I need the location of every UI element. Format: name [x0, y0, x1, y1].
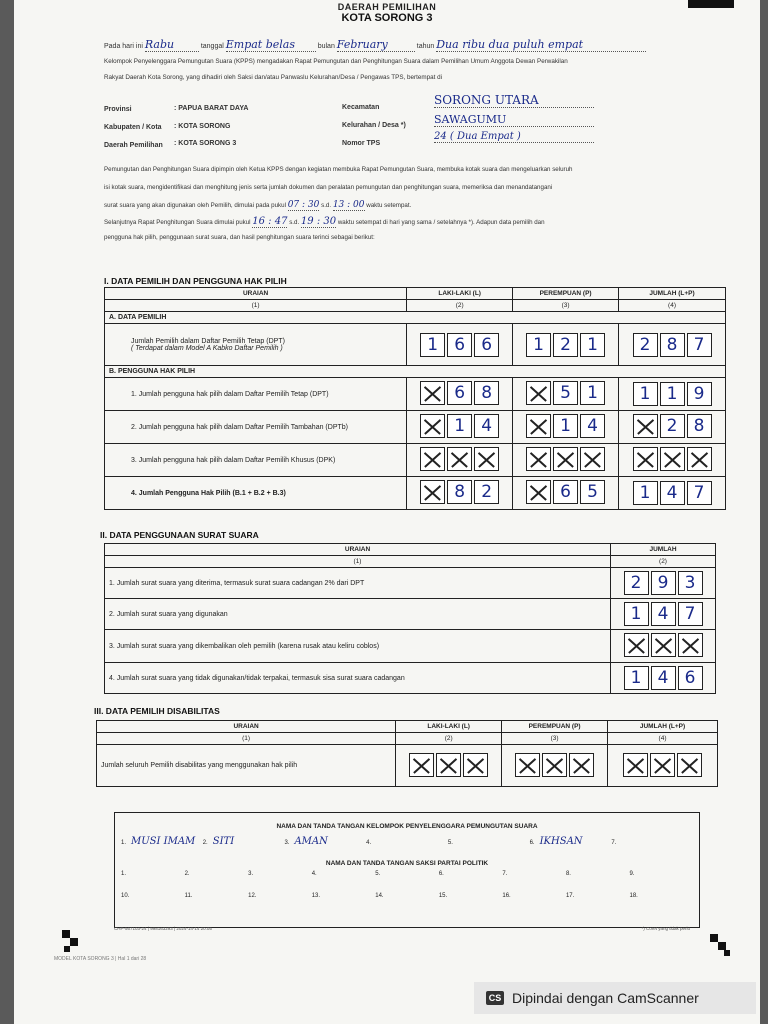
table-row	[105, 477, 726, 510]
paragraph-line-3	[104, 200, 411, 211]
s3-num-3: (3)	[502, 733, 608, 745]
s2-r2-label: 2. Jumlah surat suara yang digunakan	[105, 599, 611, 630]
signature-cell	[566, 867, 630, 889]
signature-cell	[121, 867, 185, 889]
b2-l	[407, 411, 513, 444]
scanned-form-page	[14, 0, 760, 1024]
signature-number: 11.	[184, 893, 193, 899]
start-time: 07 : 30	[287, 200, 320, 210]
signature-cell	[284, 836, 366, 858]
b3-label: 3. Jumlah pengguna hak pilih dalam Daftar Pemilih Khusus (DPK)	[105, 444, 407, 477]
s3-l	[396, 745, 502, 787]
digit-box: 2	[553, 333, 578, 357]
s2-r4-label: 4. Jumlah surat suara yang tidak digunakan/tidak terpakai, termasuk sisa surat suara cadangan	[105, 663, 611, 694]
b4-l	[407, 477, 513, 510]
crossed-digit-box	[526, 381, 551, 405]
kpps-signature-title: NAMA DAN TANDA TANGAN KELOMPOK PENYELENGGARA PEMUNGUTAN SUARA	[276, 823, 538, 830]
b2-p	[513, 411, 619, 444]
digit-box: 4	[474, 414, 499, 438]
s3-num-1: (1)	[97, 733, 396, 745]
table-row	[105, 411, 726, 444]
digit-box: 6	[447, 333, 472, 357]
signature-number: 6.	[529, 840, 535, 846]
s2-num-2: (2)	[611, 556, 716, 568]
s2-r2-j	[611, 599, 716, 630]
dapil-label: Daerah Pemilihan	[104, 142, 163, 149]
paragraph-4b: waktu setempat di hari yang sama / setelahnya *). Adapun data pemilih dan	[337, 219, 545, 226]
signature-cell	[375, 889, 439, 911]
signature-number: 16.	[502, 893, 511, 899]
crossed-digit-box	[526, 414, 551, 438]
digit-box: 8	[687, 414, 712, 438]
s2-r3-j	[611, 630, 716, 663]
crossed-digit-box	[463, 753, 488, 777]
alignment-marker	[710, 934, 718, 942]
signature-number: 5.	[447, 840, 453, 846]
digit-box: 1	[553, 414, 578, 438]
signature-number: 4.	[311, 871, 317, 877]
b3-l	[407, 444, 513, 477]
signature-number: 18.	[629, 893, 638, 899]
dpt-label-1: Jumlah Pemilih dalam Daftar Pemilih Tetap (DPT)	[131, 337, 285, 345]
crossed-digit-box	[436, 753, 461, 777]
signature-number: 1.	[121, 871, 127, 877]
crossed-digit-box	[542, 753, 567, 777]
signature-number: 10.	[121, 893, 130, 899]
s1-num-3: (3)	[513, 300, 619, 312]
digit-box: 7	[687, 333, 712, 357]
digit-box: 1	[580, 381, 605, 405]
tps-label: Nomor TPS	[342, 140, 381, 147]
paragraph-line-2: isi kotak suara, mengidentifikasi dan menghitung jenis serta jumlah dokumen dan peralatan pemungutan dan penghitungan suara, memeriksa dan menandatangani	[104, 184, 553, 191]
s3-r1-label: Jumlah seluruh Pemilih disabilitas yang menggunakan hak pilih	[97, 745, 396, 787]
digit-box: 4	[580, 414, 605, 438]
digit-box: 4	[660, 481, 685, 505]
digit-box: 1	[420, 333, 445, 357]
table-row	[105, 444, 726, 477]
table-row	[105, 663, 716, 694]
alignment-marker	[724, 950, 730, 956]
s2-r1-j	[611, 568, 716, 599]
section-2-title: II. DATA PENGGUNAAN SURAT SUARA	[100, 530, 259, 540]
signature-number: 4.	[366, 840, 372, 846]
crossed-digit-box	[420, 447, 445, 471]
crossed-digit-box	[580, 447, 605, 471]
crossed-digit-box	[633, 414, 658, 438]
signature-number: 2.	[184, 871, 190, 877]
b3-j	[619, 444, 726, 477]
s1-header-uraian: URAIAN	[105, 288, 407, 300]
saksi-signature-row-2	[115, 889, 699, 911]
digit-box: 2	[624, 571, 649, 595]
digit-box: 6	[553, 480, 578, 504]
signature-cell	[203, 836, 285, 858]
section-3-table	[96, 720, 718, 787]
signature-cell	[611, 836, 693, 858]
signature-number: 13.	[311, 893, 321, 899]
kelurahan-label: Kelurahan / Desa *)	[342, 122, 406, 129]
s2-r3-label: 3. Jumlah surat suara yang dikembalikan oleh pemilih (karena rusak atau keliru coblos)	[105, 630, 611, 663]
s2-r4-j	[611, 663, 716, 694]
digit-box: 5	[553, 381, 578, 405]
saksi-signature-title: NAMA DAN TANDA TANGAN SAKSI PARTAI POLITIK	[325, 860, 489, 867]
paragraph-4a: Selanjutnya Rapat Penghitungan Suara dimulai pukul	[104, 219, 251, 226]
footer-page-info: MODEL KOTA SORONG 3 | Hal 1 dari 28	[54, 956, 147, 962]
crossed-digit-box	[687, 447, 712, 471]
tps-value: 24 ( Dua Empat )	[434, 131, 594, 143]
intro-text-1: Kelompok Penyelenggara Pemungutan Suara (KPPS) mengadakan Rapat Pemungutan dan Penghitungan Suara dalam Pemilihan Umum Anggota Dewan Perwakilan	[104, 58, 568, 65]
signature-number: 8.	[565, 871, 571, 877]
signature-cell	[530, 836, 612, 858]
crossed-digit-box	[526, 480, 551, 504]
footer-code: CHP-567103-24 | 998163293 | 2024-14-14 20:05	[114, 926, 212, 931]
table-row	[105, 599, 716, 630]
crossed-digit-box	[678, 633, 703, 657]
section-3-title: III. DATA PEMILIH DISABILITAS	[94, 706, 220, 716]
table-row	[105, 324, 726, 366]
s1-header-p: PEREMPUAN (P)	[513, 288, 619, 300]
digit-box: 7	[678, 602, 703, 626]
s1-category-b: B. PENGGUNA HAK PILIH	[105, 366, 726, 378]
paragraph-3b: waktu setempat.	[366, 202, 412, 209]
count-start-time: 16 : 47	[252, 216, 288, 227]
s3-j	[608, 745, 718, 787]
alignment-marker	[64, 946, 70, 952]
s3-num-2: (2)	[396, 733, 502, 745]
dpt-p	[513, 324, 619, 366]
header-district: KOTA SORONG 3	[341, 12, 433, 24]
digit-box: 1	[526, 333, 551, 357]
table-row	[105, 568, 716, 599]
crossed-digit-box	[569, 753, 594, 777]
signature-cell	[312, 867, 376, 889]
signature-number: 9.	[629, 871, 635, 877]
camscanner-text: Dipindai dengan CamScanner	[512, 990, 699, 1006]
table-row	[97, 745, 718, 787]
s2-num-1: (1)	[105, 556, 611, 568]
digit-box: 1	[660, 382, 685, 406]
table-row	[105, 630, 716, 663]
signature-cell	[439, 867, 503, 889]
camscanner-logo-icon: CS	[486, 991, 504, 1005]
b1-label: 1. Jumlah pengguna hak pilih dalam Daftar Pemilih Tetap (DPT)	[105, 378, 407, 411]
bulan-label: bulan	[317, 43, 335, 50]
digit-box: 1	[633, 382, 658, 406]
digit-box: 2	[660, 414, 685, 438]
bulan-value: February	[337, 38, 415, 52]
crossed-digit-box	[660, 447, 685, 471]
section-2-table	[104, 543, 716, 694]
signature-cell	[375, 867, 439, 889]
crossed-digit-box	[420, 480, 445, 504]
count-end-time: 19 : 30	[300, 216, 337, 227]
provinsi-value: : PAPUA BARAT DAYA	[174, 105, 249, 112]
signature-cell	[185, 889, 249, 911]
signature-cell	[502, 867, 566, 889]
signature-number: 6.	[438, 871, 444, 877]
b4-j	[619, 477, 726, 510]
s1-num-2: (2)	[407, 300, 513, 312]
s3-header-p: PEREMPUAN (P)	[502, 721, 608, 733]
section-1-table	[104, 287, 726, 510]
crossed-digit-box	[677, 753, 702, 777]
signature-number: 7.	[611, 840, 617, 846]
signature-number: 2.	[202, 840, 208, 846]
section-1-title: I. DATA PEMILIH DAN PENGGUNA HAK PILIH	[104, 276, 287, 286]
s3-header-l: LAKI-LAKI (L)	[396, 721, 502, 733]
intro-text-2: Rakyat Daerah Kota Sorong, yang dihadiri oleh Saksi dan/atau Panwaslu Kelurahan/Desa / Pengawas TPS, bertempat di	[104, 74, 443, 81]
b4-p	[513, 477, 619, 510]
signature-cell	[366, 836, 448, 858]
hari-value: Rabu	[145, 38, 199, 52]
dpt-l	[407, 324, 513, 366]
signature-number: 14.	[375, 893, 384, 899]
saksi-signature-row-1	[115, 867, 699, 889]
digit-box: 5	[580, 480, 605, 504]
signature-cell	[121, 889, 185, 911]
signature-cell	[185, 867, 249, 889]
signature-number: 15.	[438, 893, 448, 899]
s2-r1-label: 1. Jumlah surat suara yang diterima, termasuk surat suara cadangan 2% dari DPT	[105, 568, 611, 599]
s3-header-uraian: URAIAN	[97, 721, 396, 733]
digit-box: 6	[678, 666, 703, 690]
paragraph-line-4	[104, 216, 545, 228]
digit-box: 6	[447, 381, 472, 405]
dpt-j	[619, 324, 726, 366]
b4-label: 4. Jumlah Pengguna Hak Pilih (B.1 + B.2 + B.3)	[105, 477, 407, 510]
paragraph-line-1: Pemungutan dan Penghitungan Suara dipimpin oleh Ketua KPPS dengan kegiatan membuka Rapat Pemungutan Suara, membuka kotak suara dan mengeluarkan seluruh	[104, 166, 573, 173]
signature-cell	[566, 889, 630, 911]
b3-p	[513, 444, 619, 477]
b2-j	[619, 411, 726, 444]
signature-number: 3.	[248, 871, 254, 877]
signature-cell	[502, 889, 566, 911]
signature-cell	[248, 867, 312, 889]
crossed-digit-box	[650, 753, 675, 777]
digit-box: 6	[474, 333, 499, 357]
crossed-digit-box	[420, 414, 445, 438]
crossed-digit-box	[515, 753, 540, 777]
s1-num-4: (4)	[619, 300, 726, 312]
crossed-digit-box	[651, 633, 676, 657]
crossed-digit-box	[624, 633, 649, 657]
header-region: DAERAH PEMILIHAN	[337, 2, 437, 12]
sd-1: s.d.	[321, 202, 332, 209]
alignment-marker	[62, 930, 70, 938]
digit-box: 9	[651, 571, 676, 595]
digit-box: 4	[651, 666, 676, 690]
b1-l	[407, 378, 513, 411]
intro-date-line	[104, 38, 646, 52]
table-row	[105, 378, 726, 411]
s2-header-uraian: URAIAN	[105, 544, 611, 556]
digit-box: 3	[678, 571, 703, 595]
crossed-digit-box	[420, 381, 445, 405]
signature-cell	[312, 889, 376, 911]
sd-2: s.d.	[289, 219, 300, 226]
s1-num-1: (1)	[105, 300, 407, 312]
dpt-label	[105, 324, 407, 366]
s3-num-4: (4)	[608, 733, 718, 745]
crossed-digit-box	[526, 447, 551, 471]
digit-box: 8	[660, 333, 685, 357]
s1-header-l: LAKI-LAKI (L)	[407, 288, 513, 300]
signature-name: AMAN	[294, 836, 328, 847]
crossed-digit-box	[447, 447, 472, 471]
tahun-value: Dua ribu dua puluh empat	[436, 38, 646, 52]
digit-box: 1	[633, 481, 658, 505]
s3-header-j: JUMLAH (L+P)	[608, 721, 718, 733]
digit-box: 1	[580, 333, 605, 357]
alignment-marker	[70, 938, 78, 946]
signature-cell	[448, 836, 530, 858]
dpt-label-2: ( Terdapat dalam Model A Kabko Daftar Pemilih )	[131, 344, 283, 352]
digit-box: 4	[651, 602, 676, 626]
s1-header-j: JUMLAH (L+P)	[619, 288, 726, 300]
digit-box: 1	[447, 414, 472, 438]
kabkota-value: : KOTA SORONG	[174, 123, 231, 130]
digit-box: 2	[474, 480, 499, 504]
crossed-digit-box	[633, 447, 658, 471]
s2-header-j: JUMLAH	[611, 544, 716, 556]
crossed-digit-box	[474, 447, 499, 471]
end-time: 13 : 00	[332, 200, 365, 210]
kpps-signature-row	[115, 836, 699, 858]
camscanner-badge	[474, 982, 756, 1014]
crossed-digit-box	[409, 753, 434, 777]
footer-note: *) Coret yang tidak perlu	[641, 926, 690, 931]
b1-j	[619, 378, 726, 411]
kecamatan-value: SORONG UTARA	[434, 93, 594, 108]
b2-label: 2. Jumlah pengguna hak pilih dalam Daftar Pemilih Tambahan (DPTb)	[105, 411, 407, 444]
b1-p	[513, 378, 619, 411]
signature-cell	[630, 867, 694, 889]
crossed-digit-box	[553, 447, 578, 471]
signature-number: 7.	[502, 871, 508, 877]
paragraph-line-5: pengguna hak pilih, penggunaan surat suara, dan hasil penghitungan suara terinci sebagai berikut:	[104, 234, 375, 241]
digit-box: 1	[624, 602, 649, 626]
signature-number: 1.	[121, 840, 127, 846]
signature-name: MUSI IMAM	[131, 836, 196, 847]
digit-box: 7	[687, 481, 712, 505]
signature-cell	[248, 889, 312, 911]
provinsi-label: Provinsi	[104, 106, 132, 113]
signature-box	[114, 812, 700, 928]
signature-cell	[439, 889, 503, 911]
signature-cell	[630, 889, 694, 911]
digit-box: 2	[633, 333, 658, 357]
kecamatan-label: Kecamatan	[342, 104, 380, 111]
paragraph-3a: surat suara yang akan digunakan oleh Pemilih, dimulai pada pukul	[104, 202, 286, 209]
digit-box: 8	[474, 381, 499, 405]
signature-name: SITI	[212, 836, 235, 847]
signature-name: IKHSAN	[539, 836, 583, 847]
signature-number: 5.	[375, 871, 381, 877]
signature-number: 3.	[284, 840, 290, 846]
tanggal-value: Empat belas	[226, 38, 316, 52]
digit-box: 1	[624, 666, 649, 690]
alignment-marker	[718, 942, 726, 950]
signature-number: 12.	[248, 893, 257, 899]
hari-label: Pada hari ini	[104, 43, 143, 50]
digit-box: 9	[687, 382, 712, 406]
signature-number: 17.	[565, 893, 575, 899]
crossed-digit-box	[623, 753, 648, 777]
tanggal-label: tanggal	[200, 43, 224, 50]
s3-p	[502, 745, 608, 787]
kelurahan-value: SAWAGUMU	[434, 113, 594, 127]
tahun-label: tahun	[416, 43, 435, 50]
kabkota-label: Kabupaten / Kota	[104, 124, 162, 131]
digit-box: 8	[447, 480, 472, 504]
dapil-value: : KOTA SORONG 3	[174, 140, 237, 147]
signature-cell	[121, 836, 203, 858]
s1-category-a: A. DATA PEMILIH	[105, 312, 726, 324]
